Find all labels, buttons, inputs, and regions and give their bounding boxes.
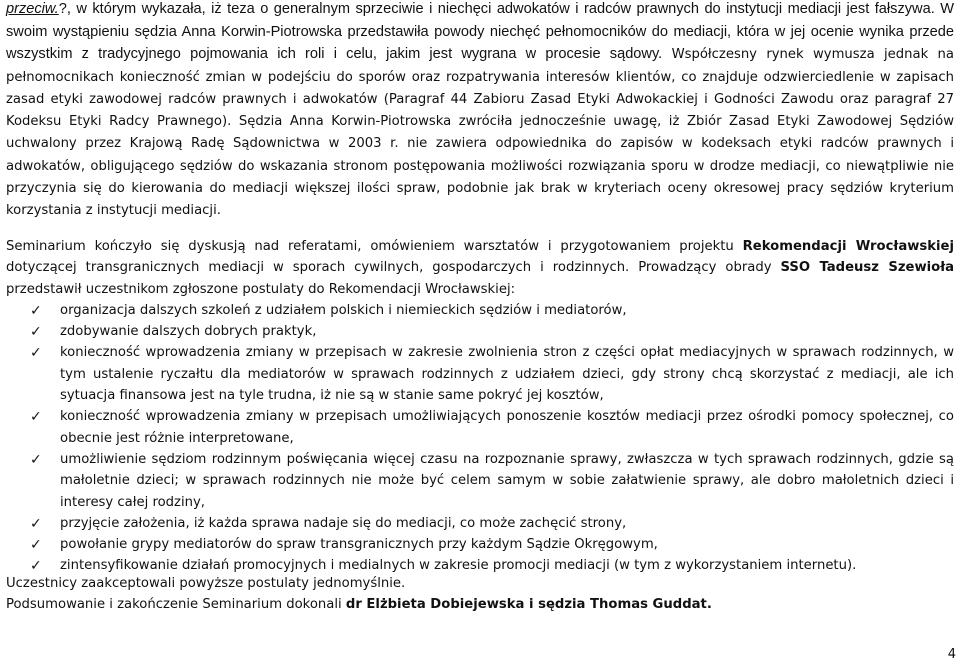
summary-text: Podsumowanie i zakończenie Seminarium dokonali — [6, 597, 346, 613]
list-item — [6, 406, 954, 449]
list-item-text: umożliwienie sędziom rodzinnym poświęcania więcej czasu na rozpoznanie sprawy, zwłaszcza w tych sprawach rodzinnych, gdzie są małoletnie dzieci; w sprawach rodzinnych nie może być celem samym w sobie załatwienie sprawy, ale dobro małoletnich dzieci i interesy całej rodziny, — [60, 451, 954, 510]
list-item-text: zdobywanie dalszych dobrych praktyk, — [60, 324, 317, 340]
summary-line-1: Uczestnicy zaakceptowali powyższe postulaty jednomyślnie. — [6, 576, 406, 591]
closing-speakers: dr Elżbieta Dobiejewska i sędzia Thomas Guddat. — [345, 597, 712, 613]
arial-body: ?, w którym wykazała, iż teza o generalnym sprzeciwie i niechęci adwokatów i radców prawnych do instytucji mediacji jest fałszywa. W swoim wystąpieniu sędzia Anna Korwin-Piotrowska przedstawiła powody niechęć pełnomocników do mediacji, która w jej ocenie wynika przede wszystkim z tradycyjnego pojmowania ich roli i celu, jakim jest wygrana w procesie sądowy. — [6, 1, 954, 62]
paragraph-recommendations — [6, 236, 954, 577]
list-item-text: organizacja dalszych szkoleń z udziałem polskich i niemieckich sędziów i mediatorów, — [60, 302, 627, 318]
intro-text-a: Seminarium kończyło się dyskusją nad referatami, omówieniem warsztatów i przygotowaniem projektu — [6, 239, 743, 254]
list-item-text: zintensyfikowanie działań promocyjnych i medialnych w zakresie promocji mediacji (w tym z wykorzystaniem internetu). — [60, 558, 857, 574]
list-item — [6, 534, 954, 555]
checkmark-icon: ✓ — [30, 451, 42, 468]
paragraph-summary — [6, 573, 954, 616]
list-item — [6, 300, 954, 321]
summary-line-2 — [6, 594, 954, 615]
list-item-text: powołanie grypy mediatorów do spraw transgranicznych przy każdym Sądzie Okręgowym, — [60, 537, 658, 553]
list-item — [6, 513, 954, 534]
checkmark-icon: ✓ — [30, 324, 42, 341]
checkmark-icon: ✓ — [30, 345, 42, 362]
paragraph-ethics — [6, 0, 954, 222]
project-name: Rekomendacji Wrocławskiej — [742, 239, 954, 254]
list-item — [6, 321, 954, 342]
postulates-list — [6, 300, 954, 577]
list-item-text: przyjęcie założenia, iż każda sprawa nadaje się do mediacji, co może zachęcić strony, — [60, 515, 627, 531]
checkmark-icon: ✓ — [30, 302, 42, 319]
list-item-text: konieczność wprowadzenia zmiany w przepisach w zakresie zwolnienia stron z części opłat mediacyjnych w sprawach rodzinnych, w tym ustalenie ryczałtu dla mediatorów w sprawach rodzinnych z udziałem dzieci, gdy strony chcą skorzystać z mediacji, ale ich sytuacja finansowa jest na tyle trudna, iż nie są w stanie same pokryć jej kosztów, — [60, 345, 954, 404]
intro-text-b: dotyczącej transgranicznych mediacji w sporach cywilnych, gospodarczych i rodzinnych. Prowadzący obrady — [6, 260, 781, 276]
page-number: 4 — [947, 647, 956, 662]
italic-lead: przeciw. — [6, 1, 59, 17]
recommendations-intro — [6, 236, 954, 300]
chair-name: SSO Tadeusz Szewioła — [780, 260, 954, 276]
checkmark-icon: ✓ — [30, 537, 42, 554]
list-item-text: konieczność wprowadzenia zmiany w przepisach umożliwiających ponoszenie kosztów mediacji przez ośrodki pomocy społecznej, co obecnie jest różnie interpretowane, — [60, 409, 954, 446]
list-item — [6, 449, 954, 513]
text-segment-tahoma: Współczesny rynek wymusza jednak na pełnomocnikach konieczność zmian w podejściu do sporów oraz rozpatrywania interesów klientów, co znajduje odzwierciedlenie w zapisach zasad etyki zawodowej radców prawnych i adwokatów (Paragraf 44 Zabioru Zasad Etyki Adwokackiej i Godności Zawodu oraz paragraf 27 Kodeksu Etyki Radcy Prawnego). Sędzia Anna Korwin-Piotrowska zwróciła jednocześnie uwagę, iż Zbiór Zasad Etyki Zawodowej Sędziów uchwalony przez Krajową Radę Sądownictwa w 2003 r. nie zawiera odpowiednika do zapisów w kodeksach etyki radców prawnych i adwokatów, obligującego sędziów do wskazania stronom postępowania możliwości rozwiązania sporu w drodze mediacji, co niewątpliwie nie przyczynia się do kierowania do mediacji większej ilości spraw, podobnie jak brak w kryteriach oceny okresowej pracy sędziów kryterium korzystania z instytucji mediacji. — [6, 47, 954, 219]
checkmark-icon: ✓ — [30, 558, 42, 575]
checkmark-icon: ✓ — [30, 515, 42, 532]
checkmark-icon: ✓ — [30, 409, 42, 426]
list-item — [6, 342, 954, 406]
intro-text-c: przedstawił uczestnikom zgłoszone postulaty do Rekomendacji Wrocławskiej: — [6, 281, 516, 297]
